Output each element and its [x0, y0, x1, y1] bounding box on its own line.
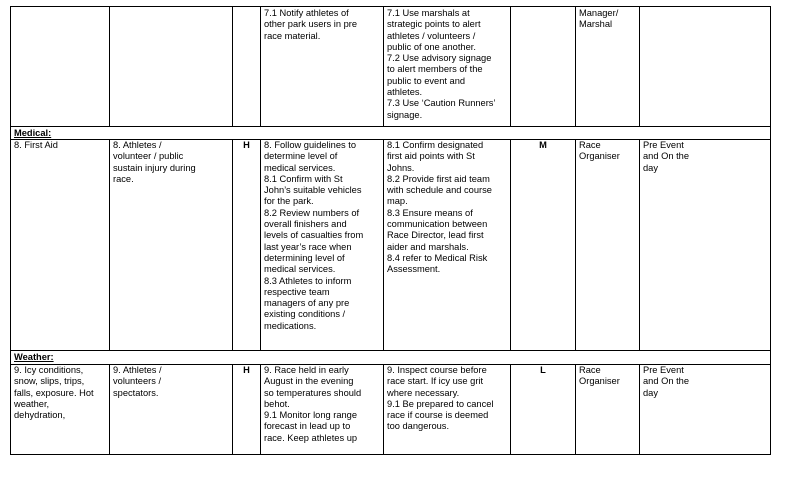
section-label: Medical:: [11, 127, 771, 140]
text-line: existing conditions /: [264, 309, 346, 320]
text-line: medical services.: [264, 264, 336, 275]
text-line: 9. Icy conditions,: [14, 365, 84, 375]
measures-cell: [261, 7, 384, 127]
text-line: public of one another.: [387, 41, 476, 52]
text-line: 7.1 Use marshals at: [387, 8, 470, 18]
text-line: Pre Event: [643, 140, 684, 150]
text-line: volunteer / public: [113, 151, 184, 162]
text-line: behot.: [264, 398, 290, 409]
persons-cell: [110, 7, 233, 127]
section-label: Weather:: [11, 351, 771, 365]
text-line: Manager/: [579, 8, 619, 18]
text-line: John’s suitable vehicles: [264, 185, 362, 196]
responsible-cell: [576, 7, 640, 127]
text-line: strategic points to alert: [387, 19, 481, 30]
text-line: race if course is deemed: [387, 410, 489, 421]
text-line: August in the evening: [264, 376, 354, 387]
further-controls-cell: [384, 7, 511, 127]
text-line: and On the: [643, 376, 690, 387]
hazard-cell: [11, 7, 110, 127]
text-line: for the park.: [264, 196, 314, 207]
table-row: [11, 365, 771, 455]
hazard-cell: 8. First Aid: [11, 140, 110, 351]
text-line: Organiser: [579, 151, 620, 162]
text-line: 7.3 Use ‘Caution Runners’: [387, 98, 496, 109]
text-line: 9.1 Be prepared to cancel: [387, 398, 494, 409]
table-row: [11, 140, 771, 351]
text-line: race. Keep athletes up: [264, 432, 358, 443]
text-line: with schedule and course: [387, 185, 492, 196]
text-line: Organiser: [579, 376, 620, 387]
text-line: determining level of: [264, 252, 345, 263]
text-line: 7.1 Notify athletes of: [264, 8, 349, 18]
text-line: 8.3 Ensure means of: [387, 207, 473, 218]
text-line: volunteers /: [113, 376, 162, 387]
text-line: first aid points with St: [387, 151, 475, 162]
text-line: map.: [387, 196, 408, 207]
text-line: overall finishers and: [264, 219, 347, 230]
text-line: Johns.: [387, 162, 415, 173]
text-line: medical services.: [264, 162, 336, 173]
text-line: 8. Athletes /: [113, 140, 162, 150]
text-line: levels of casualties from: [264, 230, 364, 241]
text-line: race start. If icy use grit: [387, 376, 484, 387]
text-line: sustain injury during: [113, 162, 196, 173]
responsible-cell: [576, 140, 640, 351]
text-line: 9. Athletes /: [113, 365, 162, 375]
text-line: 8.2 Provide first aid team: [387, 173, 490, 184]
residual-risk-cell: M: [511, 140, 576, 351]
text-line: 8.1 Confirm designated: [387, 140, 484, 150]
when-cell: [640, 365, 771, 455]
text-line: other park users in pre: [264, 19, 358, 30]
text-line: day: [643, 387, 658, 398]
text-line: where necessary.: [387, 387, 460, 398]
text-line: weather,: [14, 398, 50, 409]
text-line: 9. Inspect course before: [387, 365, 487, 375]
when-cell: [640, 140, 771, 351]
text-line: too dangerous.: [387, 421, 450, 432]
text-line: communication between: [387, 219, 488, 230]
further-controls-cell: [384, 140, 511, 351]
text-line: aider and marshals.: [387, 241, 469, 252]
text-line: Pre Event: [643, 365, 684, 375]
residual-risk-cell: L: [511, 365, 576, 455]
text-line: last year’s race when: [264, 241, 352, 252]
text-line: respective team: [264, 286, 330, 297]
text-line: Race: [579, 365, 601, 375]
residual-risk-cell: [511, 7, 576, 127]
section-row-medical: [11, 127, 771, 140]
text-line: so temperatures should: [264, 387, 362, 398]
responsible-cell: [576, 365, 640, 455]
text-line: Race Director, lead first: [387, 230, 484, 241]
risk-cell: [233, 7, 261, 127]
text-line: day: [643, 162, 658, 173]
text-line: Marshal: [579, 19, 613, 30]
text-line: athletes.: [387, 87, 423, 98]
text-line: Assessment.: [387, 264, 441, 275]
text-line: falls, exposure. Hot: [14, 387, 94, 398]
table-row: [11, 7, 771, 127]
further-controls-cell: [384, 365, 511, 455]
measures-cell: [261, 365, 384, 455]
section-row-weather: [11, 351, 771, 365]
text-line: 8.1 Confirm with St: [264, 173, 343, 184]
text-line: race material.: [264, 30, 321, 41]
text-line: and On the: [643, 151, 690, 162]
text-line: 8.3 Athletes to inform: [264, 275, 352, 286]
hazard-cell: [11, 365, 110, 455]
text-line: signage.: [387, 109, 423, 120]
text-line: 8. Follow guidelines to: [264, 140, 356, 150]
when-cell: [640, 7, 771, 127]
text-line: 7.2 Use advisory signage: [387, 53, 492, 64]
text-line: dehydration,: [14, 410, 66, 421]
text-line: public to event and: [387, 75, 466, 86]
text-line: to alert members of the: [387, 64, 483, 75]
text-line: spectators.: [113, 387, 159, 398]
text-line: 9.1 Monitor long range: [264, 410, 358, 421]
text-line: race.: [113, 173, 134, 184]
text-line: 9. Race held in early: [264, 365, 349, 375]
text-line: Race: [579, 140, 601, 150]
text-line: 8.4 refer to Medical Risk: [387, 252, 488, 263]
risk-cell: H: [233, 140, 261, 351]
text-line: snow, slips, trips,: [14, 376, 85, 387]
text-line: determine level of: [264, 151, 338, 162]
text-line: medications.: [264, 320, 317, 331]
persons-cell: [110, 140, 233, 351]
text-line: forecast in lead up to: [264, 421, 351, 432]
risk-cell: H: [233, 365, 261, 455]
text-line: managers of any pre: [264, 298, 350, 309]
risk-assessment-table: [10, 6, 771, 455]
persons-cell: [110, 365, 233, 455]
text-line: 8.2 Review numbers of: [264, 207, 360, 218]
text-line: athletes / volunteers /: [387, 30, 476, 41]
measures-cell: [261, 140, 384, 351]
